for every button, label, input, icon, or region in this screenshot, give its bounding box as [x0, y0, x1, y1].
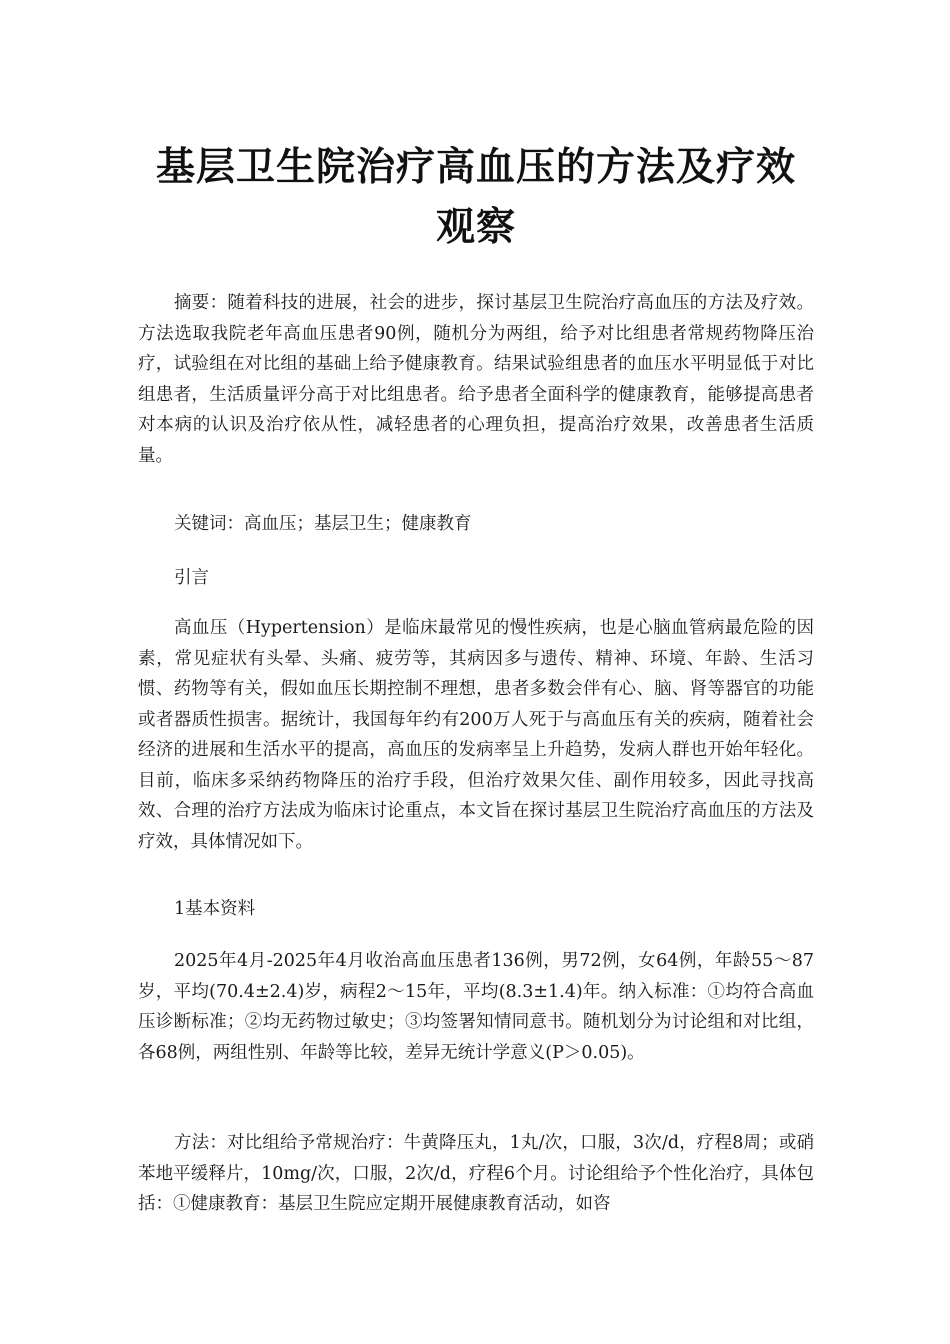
- intro-paragraph: 高血压（Hypertension）是临床最常见的慢性疾病，也是心脑血管病最危险的因素，常见症状有头晕、头痛、疲劳等，其病因多与遗传、精神、环境、年龄、生活习惯、药物等有关，假如血压长期控制不理想，患者多数会伴有心、脑、肾等器官的功能或者器质性损害。据统计，我国每年约有200万人死于与高血压有关的疾病，随着社会经济的进展和生活水平的提高，高血压的发病率呈上升趋势，发病人群也开始年轻化。目前，临床多采纳药物降压的治疗手段，但治疗效果欠佳、副作用较多，因此寻找高效、合理的治疗方法成为临床讨论重点，本文旨在探讨基层卫生院治疗高血压的方法及疗效，具体情况如下。: [138, 618, 814, 852]
- document-title: 基层卫生院治疗高血压的方法及疗效观察: [155, 145, 796, 250]
- materials-paragraph: 2025年4月-2025年4月收治高血压患者136例，男72例，女64例，年龄55～87岁，平均(70.4±2.4)岁，病程2～15年，平均(8.3±1.4)年。纳入标准：①均符合高血压诊断标准；②均无药物过敏史；③均签署知情同意书。随机划分为讨论组和对比组，各68例，两组性别、年龄等比较，差异无统计学意义(P＞0.05)。: [138, 951, 814, 1063]
- section1-heading: 1基本资料: [174, 899, 256, 919]
- intro-heading: 引言: [174, 568, 209, 588]
- keywords-paragraph: 关键词：高血压；基层卫生；健康教育: [174, 514, 472, 534]
- methods-paragraph: 方法：对比组给予常规治疗：牛黄降压丸，1丸/次，口服，3次/d，疗程8周；或硝苯地平缓释片，10mg/次，口服，2次/d，疗程6个月。讨论组给予个性化治疗，具体包括：①健康教育：基层卫生院应定期开展健康教育活动，如咨: [138, 1133, 814, 1214]
- abstract-paragraph: 摘要：随着科技的进展，社会的进步，探讨基层卫生院治疗高血压的方法及疗效。方法选取我院老年高血压患者90例，随机分为两组，给予对比组患者常规药物降压治疗，试验组在对比组的基础上给予健康教育。结果试验组患者的血压水平明显低于对比组患者，生活质量评分高于对比组患者。给予患者全面科学的健康教育，能够提高患者对本病的认识及治疗依从性，减轻患者的心理负担，提高治疗效果，改善患者生活质量。: [138, 293, 814, 466]
